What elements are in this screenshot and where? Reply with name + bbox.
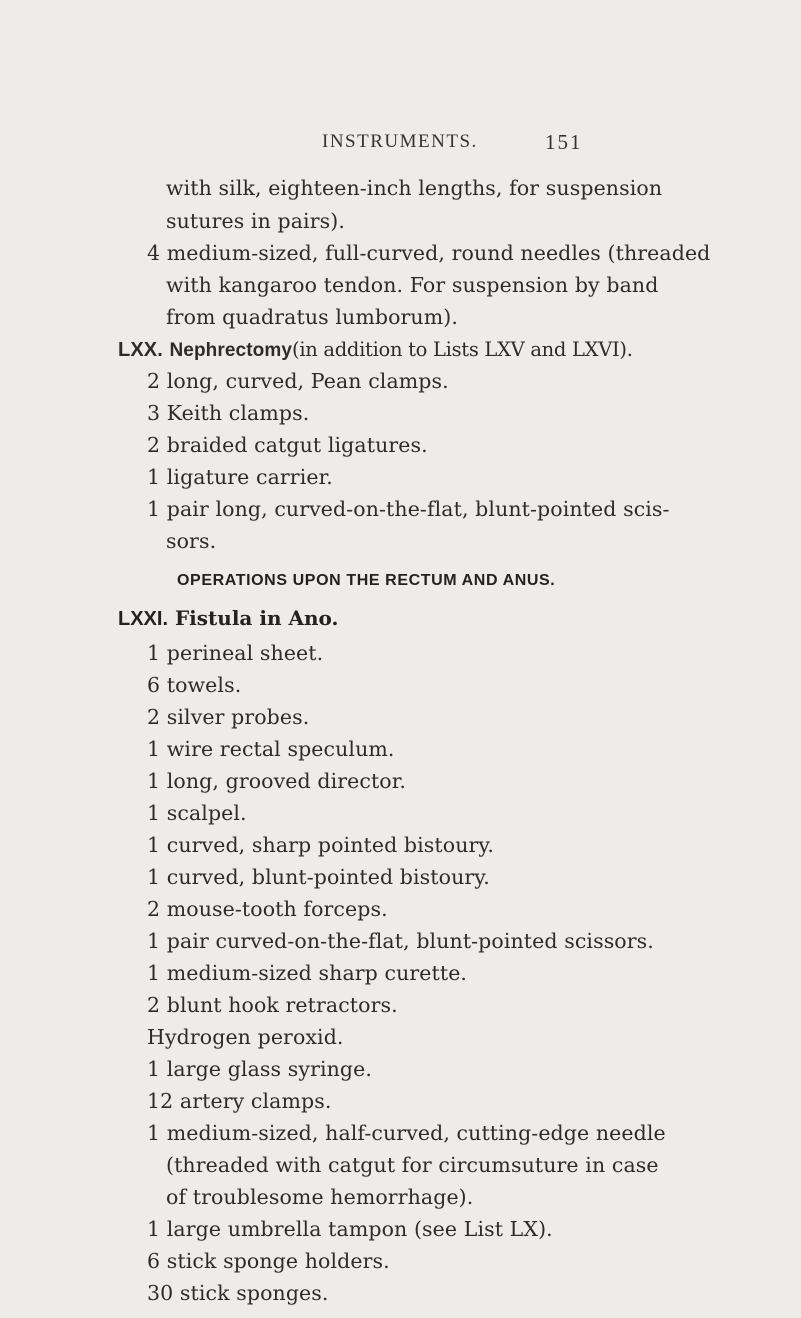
list-item: 3 Keith clamps.	[147, 401, 310, 425]
list-item: 1 large umbrella tampon (see List LX).	[147, 1217, 553, 1241]
list-item: (threaded with catgut for circumsuture in case	[166, 1153, 659, 1177]
continuation-line: with silk, eighteen-inch lengths, for suspension	[166, 176, 663, 200]
continuation-line: from quadratus lumborum).	[166, 305, 458, 329]
continuation-line: sutures in pairs).	[166, 209, 345, 233]
list-lxx-number: LXX.	[118, 339, 163, 361]
list-item: 1 medium-sized sharp curette.	[147, 961, 468, 985]
list-item: 6 towels.	[147, 673, 242, 697]
list-item: 1 ligature carrier.	[147, 465, 333, 489]
running-title: INSTRUMENTS.	[322, 131, 478, 152]
list-item: 1 long, grooved director.	[147, 769, 407, 793]
list-item: 1 large glass syringe.	[147, 1057, 372, 1081]
list-item: 1 curved, blunt-pointed bistoury.	[147, 865, 490, 889]
section-heading: OPERATIONS UPON THE RECTUM AND ANUS.	[177, 572, 556, 589]
list-item: 12 artery clamps.	[147, 1089, 332, 1113]
list-lxx-heading	[118, 336, 633, 364]
continuation-line: 4 medium-sized, full-curved, round needles (threaded	[147, 241, 711, 265]
list-item: 1 curved, sharp pointed bistoury.	[147, 833, 494, 857]
list-item: 1 perineal sheet.	[147, 641, 324, 665]
list-item: 2 mouse-tooth forceps.	[147, 897, 388, 921]
list-lxxi-heading	[118, 606, 338, 631]
list-lxxi-title: Fistula in Ano.	[174, 606, 339, 630]
list-item: sors.	[166, 529, 217, 553]
list-item: 6 stick sponge holders.	[147, 1249, 390, 1273]
list-lxx-title: Nephrectomy	[169, 340, 293, 361]
list-item: 30 stick sponges.	[147, 1281, 329, 1305]
page-number: 151	[545, 130, 583, 154]
list-item: 1 wire rectal speculum.	[147, 737, 395, 761]
list-item: 1 scalpel.	[147, 801, 247, 825]
list-item: 2 long, curved, Pean clamps.	[147, 369, 449, 393]
list-lxxi-number: LXXI.	[118, 608, 169, 630]
list-item: 1 pair curved-on-the-flat, blunt-pointed scissors.	[147, 929, 654, 953]
list-item: 2 braided catgut ligatures.	[147, 433, 428, 457]
list-item: Hydrogen peroxid.	[147, 1025, 344, 1049]
list-item: 1 medium-sized, half-curved, cutting-edge needle	[147, 1121, 666, 1145]
list-lxx-note: (in addition to Lists LXV and LXVI).	[292, 338, 633, 361]
continuation-line: with kangaroo tendon. For suspension by band	[166, 273, 659, 297]
list-item: 2 blunt hook retractors.	[147, 993, 398, 1017]
list-item: 1 pair long, curved-on-the-flat, blunt-pointed scis-	[147, 497, 670, 521]
list-item: of troublesome hemorrhage).	[166, 1185, 474, 1209]
list-item: 2 silver probes.	[147, 705, 310, 729]
running-head	[0, 131, 801, 161]
